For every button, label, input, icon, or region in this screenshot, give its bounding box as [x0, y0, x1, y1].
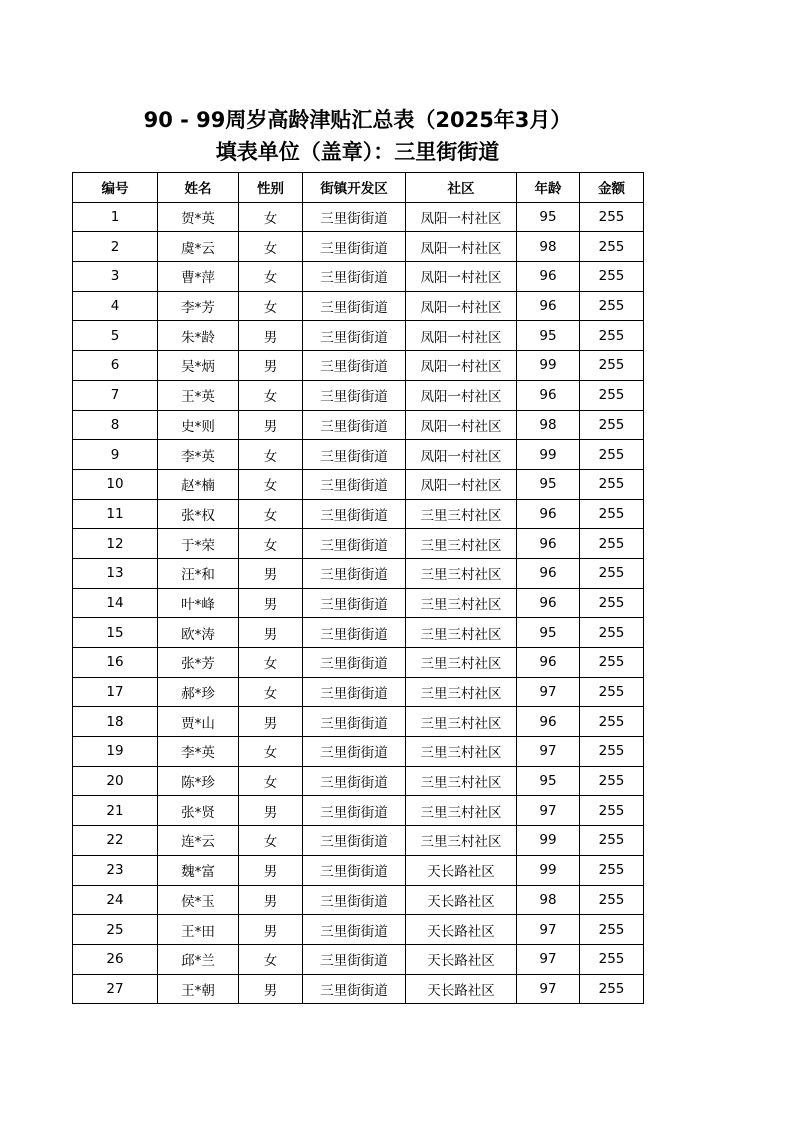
cell-name: 贾*山	[158, 707, 239, 737]
cell-id: 12	[73, 529, 158, 559]
table-row	[73, 855, 644, 885]
cell-id: 23	[73, 855, 158, 885]
cell-name: 赵*楠	[158, 469, 239, 499]
cell-name: 王*田	[158, 915, 239, 945]
cell-age: 98	[517, 885, 580, 915]
cell-amount: 255	[580, 885, 644, 915]
cell-id: 27	[73, 974, 158, 1004]
cell-district: 三里街街道	[303, 558, 406, 588]
table-row	[73, 440, 644, 470]
cell-amount: 255	[580, 291, 644, 321]
cell-name: 郝*珍	[158, 677, 239, 707]
table-row	[73, 291, 644, 321]
table-row	[73, 380, 644, 410]
cell-name: 魏*富	[158, 855, 239, 885]
cell-age: 96	[517, 707, 580, 737]
cell-gender: 男	[239, 855, 303, 885]
cell-amount: 255	[580, 855, 644, 885]
table-row	[73, 677, 644, 707]
cell-age: 95	[517, 202, 580, 232]
cell-name: 叶*峰	[158, 588, 239, 618]
cell-id: 3	[73, 262, 158, 292]
cell-gender: 男	[239, 885, 303, 915]
cell-id: 7	[73, 380, 158, 410]
cell-district: 三里街街道	[303, 380, 406, 410]
cell-id: 14	[73, 588, 158, 618]
cell-gender: 女	[239, 232, 303, 262]
table-row	[73, 351, 644, 381]
cell-id: 26	[73, 944, 158, 974]
cell-community: 三里三村社区	[406, 499, 517, 529]
cell-community: 凤阳一村社区	[406, 380, 517, 410]
cell-district: 三里街街道	[303, 262, 406, 292]
table-row	[73, 826, 644, 856]
cell-name: 侯*玉	[158, 885, 239, 915]
cell-gender: 男	[239, 321, 303, 351]
cell-name: 虞*云	[158, 232, 239, 262]
cell-name: 邱*兰	[158, 944, 239, 974]
cell-id: 11	[73, 499, 158, 529]
cell-age: 97	[517, 677, 580, 707]
table-row	[73, 944, 644, 974]
column-header-id: 编号	[73, 173, 158, 203]
cell-district: 三里街街道	[303, 351, 406, 381]
cell-name: 汪*和	[158, 558, 239, 588]
cell-id: 15	[73, 618, 158, 648]
cell-gender: 男	[239, 588, 303, 618]
table-row	[73, 618, 644, 648]
subsidy-table	[72, 172, 644, 1004]
cell-name: 王*朝	[158, 974, 239, 1004]
cell-amount: 255	[580, 766, 644, 796]
cell-community: 三里三村社区	[406, 618, 517, 648]
table-row	[73, 885, 644, 915]
cell-age: 96	[517, 648, 580, 678]
cell-district: 三里街街道	[303, 826, 406, 856]
column-header-gender: 性别	[239, 173, 303, 203]
cell-district: 三里街街道	[303, 648, 406, 678]
cell-district: 三里街街道	[303, 766, 406, 796]
table-row	[73, 262, 644, 292]
cell-community: 凤阳一村社区	[406, 291, 517, 321]
table-row	[73, 796, 644, 826]
cell-district: 三里街街道	[303, 202, 406, 232]
table-row	[73, 321, 644, 351]
cell-amount: 255	[580, 677, 644, 707]
cell-gender: 女	[239, 737, 303, 767]
cell-district: 三里街街道	[303, 707, 406, 737]
cell-name: 陈*珍	[158, 766, 239, 796]
table-row	[73, 499, 644, 529]
document-subtitle: 填表单位（盖章）：三里街街道	[215, 140, 500, 164]
cell-gender: 女	[239, 202, 303, 232]
table-row	[73, 974, 644, 1004]
cell-community: 三里三村社区	[406, 558, 517, 588]
cell-age: 96	[517, 499, 580, 529]
cell-community: 三里三村社区	[406, 648, 517, 678]
cell-id: 13	[73, 558, 158, 588]
cell-amount: 255	[580, 232, 644, 262]
cell-age: 95	[517, 321, 580, 351]
cell-age: 96	[517, 262, 580, 292]
cell-district: 三里街街道	[303, 232, 406, 262]
cell-name: 史*则	[158, 410, 239, 440]
cell-id: 8	[73, 410, 158, 440]
cell-community: 天长路社区	[406, 855, 517, 885]
table-row	[73, 558, 644, 588]
cell-community: 凤阳一村社区	[406, 351, 517, 381]
cell-amount: 255	[580, 648, 644, 678]
cell-age: 97	[517, 915, 580, 945]
cell-community: 三里三村社区	[406, 826, 517, 856]
cell-age: 98	[517, 232, 580, 262]
cell-amount: 255	[580, 440, 644, 470]
cell-age: 97	[517, 974, 580, 1004]
cell-district: 三里街街道	[303, 618, 406, 648]
column-header-amount: 金额	[580, 173, 644, 203]
table-row	[73, 707, 644, 737]
cell-id: 22	[73, 826, 158, 856]
cell-age: 96	[517, 558, 580, 588]
cell-gender: 女	[239, 529, 303, 559]
cell-community: 凤阳一村社区	[406, 440, 517, 470]
cell-name: 王*英	[158, 380, 239, 410]
cell-id: 17	[73, 677, 158, 707]
cell-amount: 255	[580, 737, 644, 767]
cell-amount: 255	[580, 262, 644, 292]
cell-district: 三里街街道	[303, 469, 406, 499]
table-row	[73, 232, 644, 262]
column-header-community: 社区	[406, 173, 517, 203]
cell-community: 三里三村社区	[406, 766, 517, 796]
cell-name: 于*荣	[158, 529, 239, 559]
cell-name: 张*权	[158, 499, 239, 529]
cell-district: 三里街街道	[303, 499, 406, 529]
cell-gender: 男	[239, 618, 303, 648]
cell-gender: 女	[239, 766, 303, 796]
cell-amount: 255	[580, 321, 644, 351]
cell-name: 张*芳	[158, 648, 239, 678]
cell-name: 朱*龄	[158, 321, 239, 351]
cell-gender: 男	[239, 796, 303, 826]
cell-name: 连*云	[158, 826, 239, 856]
cell-gender: 女	[239, 648, 303, 678]
cell-amount: 255	[580, 499, 644, 529]
cell-name: 李*芳	[158, 291, 239, 321]
column-header-name: 姓名	[158, 173, 239, 203]
cell-community: 天长路社区	[406, 885, 517, 915]
cell-age: 99	[517, 351, 580, 381]
cell-id: 20	[73, 766, 158, 796]
cell-community: 三里三村社区	[406, 707, 517, 737]
cell-id: 2	[73, 232, 158, 262]
cell-gender: 女	[239, 826, 303, 856]
cell-age: 99	[517, 826, 580, 856]
cell-gender: 女	[239, 262, 303, 292]
cell-id: 24	[73, 885, 158, 915]
table-header-row	[73, 173, 644, 203]
cell-amount: 255	[580, 529, 644, 559]
cell-district: 三里街街道	[303, 410, 406, 440]
cell-gender: 女	[239, 677, 303, 707]
cell-district: 三里街街道	[303, 915, 406, 945]
cell-community: 凤阳一村社区	[406, 202, 517, 232]
cell-id: 21	[73, 796, 158, 826]
cell-gender: 女	[239, 380, 303, 410]
cell-gender: 女	[239, 291, 303, 321]
cell-district: 三里街街道	[303, 737, 406, 767]
cell-age: 95	[517, 766, 580, 796]
cell-community: 天长路社区	[406, 974, 517, 1004]
cell-district: 三里街街道	[303, 974, 406, 1004]
cell-district: 三里街街道	[303, 855, 406, 885]
cell-amount: 255	[580, 707, 644, 737]
cell-district: 三里街街道	[303, 677, 406, 707]
cell-district: 三里街街道	[303, 440, 406, 470]
cell-age: 96	[517, 291, 580, 321]
cell-gender: 男	[239, 410, 303, 440]
table-row	[73, 410, 644, 440]
cell-age: 96	[517, 588, 580, 618]
cell-community: 凤阳一村社区	[406, 469, 517, 499]
cell-amount: 255	[580, 944, 644, 974]
cell-community: 凤阳一村社区	[406, 321, 517, 351]
cell-amount: 255	[580, 588, 644, 618]
column-header-district: 街镇开发区	[303, 173, 406, 203]
cell-gender: 女	[239, 499, 303, 529]
cell-community: 三里三村社区	[406, 796, 517, 826]
cell-id: 1	[73, 202, 158, 232]
cell-id: 16	[73, 648, 158, 678]
cell-name: 贺*英	[158, 202, 239, 232]
cell-name: 李*英	[158, 440, 239, 470]
cell-community: 三里三村社区	[406, 737, 517, 767]
cell-community: 凤阳一村社区	[406, 410, 517, 440]
cell-age: 97	[517, 944, 580, 974]
cell-amount: 255	[580, 380, 644, 410]
document-title: 90 - 99周岁高龄津贴汇总表（2025年3月）	[143, 108, 572, 132]
cell-amount: 255	[580, 202, 644, 232]
cell-district: 三里街街道	[303, 291, 406, 321]
cell-age: 99	[517, 440, 580, 470]
cell-name: 吴*炳	[158, 351, 239, 381]
cell-name: 欧*涛	[158, 618, 239, 648]
table-row	[73, 737, 644, 767]
cell-amount: 255	[580, 974, 644, 1004]
cell-age: 99	[517, 855, 580, 885]
cell-amount: 255	[580, 618, 644, 648]
cell-id: 10	[73, 469, 158, 499]
cell-gender: 女	[239, 944, 303, 974]
cell-district: 三里街街道	[303, 321, 406, 351]
cell-amount: 255	[580, 796, 644, 826]
cell-amount: 255	[580, 351, 644, 381]
cell-community: 天长路社区	[406, 944, 517, 974]
cell-age: 97	[517, 796, 580, 826]
cell-community: 凤阳一村社区	[406, 232, 517, 262]
cell-id: 19	[73, 737, 158, 767]
table-row	[73, 766, 644, 796]
table-row	[73, 469, 644, 499]
cell-id: 25	[73, 915, 158, 945]
cell-gender: 男	[239, 974, 303, 1004]
cell-gender: 女	[239, 469, 303, 499]
cell-district: 三里街街道	[303, 885, 406, 915]
cell-district: 三里街街道	[303, 588, 406, 618]
cell-id: 9	[73, 440, 158, 470]
cell-gender: 男	[239, 707, 303, 737]
cell-community: 三里三村社区	[406, 588, 517, 618]
cell-community: 三里三村社区	[406, 529, 517, 559]
cell-amount: 255	[580, 826, 644, 856]
table-row	[73, 202, 644, 232]
cell-amount: 255	[580, 469, 644, 499]
table-row	[73, 648, 644, 678]
cell-amount: 255	[580, 558, 644, 588]
cell-amount: 255	[580, 915, 644, 945]
cell-district: 三里街街道	[303, 796, 406, 826]
cell-id: 5	[73, 321, 158, 351]
cell-name: 李*英	[158, 737, 239, 767]
cell-amount: 255	[580, 410, 644, 440]
cell-age: 96	[517, 529, 580, 559]
cell-age: 96	[517, 380, 580, 410]
cell-age: 97	[517, 737, 580, 767]
cell-community: 凤阳一村社区	[406, 262, 517, 292]
cell-gender: 男	[239, 915, 303, 945]
table-row	[73, 588, 644, 618]
cell-age: 95	[517, 618, 580, 648]
cell-id: 6	[73, 351, 158, 381]
cell-age: 95	[517, 469, 580, 499]
cell-gender: 女	[239, 440, 303, 470]
cell-id: 18	[73, 707, 158, 737]
cell-name: 张*贤	[158, 796, 239, 826]
cell-community: 天长路社区	[406, 915, 517, 945]
table-row	[73, 915, 644, 945]
cell-id: 4	[73, 291, 158, 321]
cell-district: 三里街街道	[303, 529, 406, 559]
cell-age: 98	[517, 410, 580, 440]
cell-gender: 男	[239, 351, 303, 381]
table-row	[73, 529, 644, 559]
cell-gender: 男	[239, 558, 303, 588]
column-header-age: 年龄	[517, 173, 580, 203]
cell-community: 三里三村社区	[406, 677, 517, 707]
cell-name: 曹*萍	[158, 262, 239, 292]
cell-district: 三里街街道	[303, 944, 406, 974]
